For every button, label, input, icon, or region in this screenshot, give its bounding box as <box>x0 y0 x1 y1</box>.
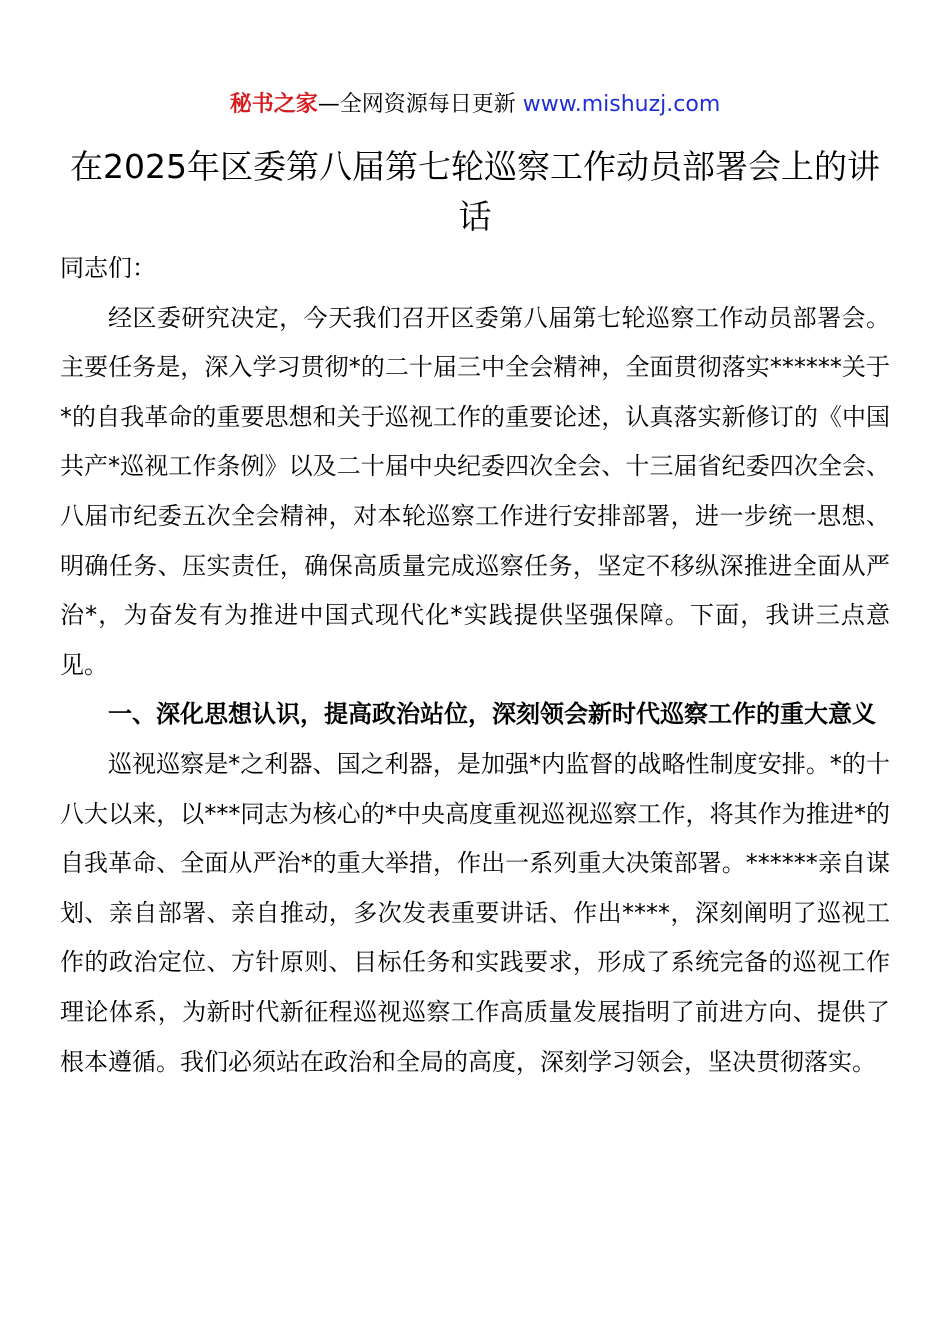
document-body <box>60 244 890 1087</box>
brand-name: 秘书之家 <box>229 92 318 117</box>
site-url-link[interactable]: www.mishuzj.com <box>515 92 721 117</box>
intro-paragraph: 经区委研究决定，今天我们召开区委第八届第七轮巡察工作动员部署会。主要任务是，深入学习贯彻*的二十届三中全会精神，全面贯彻落实******关于*的自我革命的重要思想和关于巡视工作的重要论述，认真落实新修订的《中国共产*巡视工作条例》以及二十届中央纪委四次全会、十三届省纪委四次全会、八届市纪委五次全会精神，对本轮巡察工作进行安排部署，进一步统一思想、明确任务、压实责任，确保高质量完成巡察任务，坚定不移纵深推进全面从严治*，为奋发有为推进中国式现代化*实践提供坚强保障。下面，我讲三点意见。 <box>60 303 890 679</box>
site-header <box>0 88 950 122</box>
salutation: 同志们： <box>60 254 156 282</box>
document-title: 在2025年区委第八届第七轮巡察工作动员部署会上的讲话 <box>70 147 880 236</box>
header-slogan: —全网资源每日更新 <box>317 92 516 117</box>
section-1-heading: 一、深化思想认识，提高政治站位，深刻领会新时代巡察工作的重大意义 <box>108 700 876 729</box>
section-1-paragraph: 巡视巡察是*之利器、国之利器，是加强*内监督的战略性制度安排。*的十八大以来，以***同志为核心的*中央高度重视巡视巡察工作，将其作为推进*的自我革命、全面从严治*的重大举措，作出一系列重大决策部署。******亲自谋划、亲自部署、亲自推动，多次发表重要讲话、作出****，深刻阐明了巡视工作的政治定位、方针原则、目标任务和实践要求，形成了系统完备的巡视工作理论体系，为新时代新征程巡视巡察工作高质量发展指明了前进方向、提供了根本遵循。我们必须站在政治和全局的高度，深刻学习领会，坚决贯彻落实。 <box>60 749 890 1076</box>
